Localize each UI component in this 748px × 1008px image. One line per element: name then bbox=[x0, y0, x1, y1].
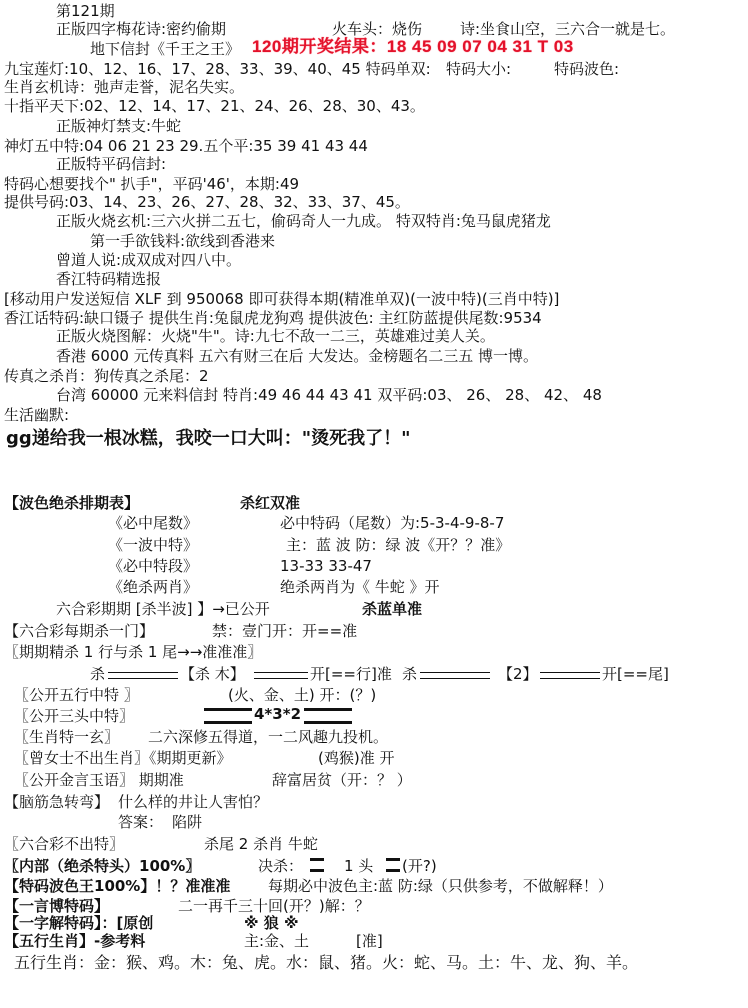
kill-decision: 决杀： bbox=[258, 857, 304, 875]
kill-red-title: 杀红双准 bbox=[240, 494, 301, 512]
train-head: 火车头：烧伤 bbox=[332, 20, 423, 38]
tail-value: 必中特码（尾数）为:5-3-4-9-8-7 bbox=[280, 514, 505, 532]
half-wave-label: 六合彩期期 [杀半波] 】→已公开 bbox=[56, 600, 270, 618]
five-zodiac-list: 五行生肖：金：猴、鸡。木：兔、虎。水：鼠、猪。火：蛇、马。土：牛、龙、狗、羊。 bbox=[14, 953, 639, 972]
zodiac-mystery-label: 〖生肖特一玄〗 bbox=[14, 728, 120, 746]
golden-words-label: 〖公开金言玉语〗 期期准 bbox=[14, 771, 184, 789]
pickpocket-hint: 特码心想要找个" 扒手"，平码'46'，本期:49 bbox=[4, 175, 300, 193]
wave-label: 《一波中特》 bbox=[108, 536, 199, 554]
fire-diagram: 正版火烧图解：火烧"牛"。诗:九七不敌一二三，英雄难过美人关。 bbox=[56, 327, 495, 345]
humor-joke: gg递给我一根冰糕，我咬一口大叫："烫死我了！" bbox=[6, 428, 411, 449]
kill-door-label: 【六合彩每期杀一门】 bbox=[4, 622, 155, 640]
lamp-forbidden: 正版神灯禁支:牛蛇 bbox=[56, 117, 182, 135]
no-special-label: 〖六合彩不出特〗 bbox=[4, 835, 125, 853]
draw-result-banner: 120期开奖结果：18 45 09 07 04 31 T 03 bbox=[252, 37, 574, 56]
one-word-bet-label: 【一言博特码】 bbox=[4, 897, 110, 915]
wave-value: 主：蓝 波 防：绿 波《开？？准》 bbox=[286, 536, 511, 554]
wave-king-label: 【特码波色王100%】！？准准准 bbox=[4, 877, 231, 895]
plum-poem: 正版四字梅花诗:密约偷期 bbox=[56, 20, 227, 38]
riddle-question: 什么样的井让人害怕？ bbox=[118, 793, 269, 811]
double-rule bbox=[420, 672, 490, 679]
zeng-says: 曾道人说:成双成对四八中。 bbox=[56, 251, 242, 269]
hongkong-fax: 香港 6000 元传真料 五六有财三在后 大发达。金榜题名二三五 博一博。 bbox=[56, 347, 539, 365]
open-element: 开[==行]准 bbox=[310, 665, 392, 683]
xiangjiang-phrase: 香江话特码:缺口镊子 提供生肖:兔鼠虎龙狗鸡 提供波色: 主红防蓝提供尾数:9534 bbox=[4, 309, 542, 327]
kill-two: 【2】 bbox=[498, 665, 538, 683]
internal-kill-label: 〖内部（绝杀特头）100%〗 bbox=[4, 857, 201, 875]
three-head-label: 〖公开三头中特〗 bbox=[14, 707, 135, 725]
kill-two-label: 《绝杀两肖》 bbox=[108, 578, 199, 596]
kill-door-value: 禁：壹门开：开==准 bbox=[212, 622, 358, 640]
envelope-title: 正版特平码信封: bbox=[56, 155, 167, 173]
poem-line: 诗:坐食山空，三六合一就是七。 bbox=[460, 20, 676, 38]
fire-mystery: 正版火烧玄机:三六火拼二五七，偷码奇人一九成。 特双特肖:兔马鼠虎猪龙 bbox=[56, 212, 551, 230]
kill-prefix-2: 杀 bbox=[402, 665, 418, 683]
kill-two-value: 绝杀两肖为《 牛蛇 》开 bbox=[280, 578, 440, 596]
fax-kill: 传真之杀肖：狗传真之杀尾：2 bbox=[4, 367, 209, 385]
bold-rule bbox=[386, 858, 400, 872]
humor-label: 生活幽默: bbox=[4, 406, 70, 424]
xiangjiang-title: 香江特码精选报 bbox=[56, 270, 162, 288]
five-zodiac-accurate: [准] bbox=[356, 932, 383, 950]
five-zodiac-main: 主:金、土 bbox=[244, 932, 310, 950]
double-rule bbox=[254, 672, 308, 679]
special-color-label: 特码波色: bbox=[554, 60, 620, 78]
three-head-value: 4*3*2 bbox=[254, 705, 301, 723]
issue-number: 第121期 bbox=[56, 2, 115, 20]
provided-numbers: 提供号码:03、14、23、26、27、28、32、33、37、45。 bbox=[4, 193, 410, 211]
bold-rule bbox=[304, 708, 352, 724]
lotus-lamp-numbers: 九宝莲灯:10、12、16、17、28、33、39、40、45 特码单双: bbox=[4, 60, 431, 78]
first-hand-material: 第一手欲钱料:欲线到香港来 bbox=[90, 232, 276, 250]
kill-head-value: 1 头 bbox=[344, 857, 374, 875]
segment-value: 13-33 33-47 bbox=[280, 557, 372, 575]
kill-element-tail: 〖期期精杀 1 行与杀 1 尾→→准准准〗 bbox=[4, 643, 263, 661]
five-element-label: 〖公开五行中特 〗 bbox=[14, 686, 139, 704]
double-rule bbox=[108, 672, 178, 679]
underground-envelope: 地下信封《千王之王》 bbox=[90, 40, 241, 58]
no-special-value: 杀尾 2 杀肖 牛蛇 bbox=[204, 835, 318, 853]
lamp-five-numbers: 神灯五中特:04 06 21 23 29.五个平:35 39 41 43 44 bbox=[4, 137, 368, 155]
sms-notice: [移动用户发送短信 XLF 到 950068 即可获得本期(精准单双)(一波中特)(三肖中特)] bbox=[4, 290, 560, 308]
wave-king-value: 每期必中波色主:蓝 防:绿（只供参考，不做解释！） bbox=[268, 877, 613, 895]
special-size-label: 特码大小: bbox=[446, 60, 512, 78]
one-char-value: ※ 狼 ※ bbox=[244, 914, 299, 932]
one-word-bet-value: 二一再千三十回(开？)解：？ bbox=[178, 897, 370, 915]
kill-prefix: 杀 bbox=[90, 665, 106, 683]
bold-rule bbox=[204, 708, 252, 724]
open-tail: 开[==尾] bbox=[602, 665, 669, 683]
answer-value: 陷阱 bbox=[172, 813, 203, 831]
golden-words-value: 辞富居贫（开：？ ） bbox=[272, 771, 412, 789]
color-table-title: 【波色绝杀排期表】 bbox=[4, 494, 140, 512]
answer-label: 答案： bbox=[118, 813, 164, 831]
segment-label: 《必中特段》 bbox=[108, 557, 199, 575]
bold-rule bbox=[310, 858, 324, 872]
kill-wood: 【杀 木】 bbox=[180, 665, 245, 683]
kill-blue-title: 杀蓝单准 bbox=[362, 600, 423, 618]
ms-zeng-value: (鸡猴)准 开 bbox=[318, 749, 395, 767]
kill-head-open: (开?) bbox=[402, 857, 437, 875]
ten-fingers-numbers: 十指平天下:02、12、14、17、21、24、26、28、30、43。 bbox=[4, 97, 425, 115]
riddle-label: 【脑筋急转弯】 bbox=[4, 793, 110, 811]
tail-label: 《必中尾数》 bbox=[108, 514, 199, 532]
one-char-label: 【一字解特码】：[原创 bbox=[4, 914, 154, 932]
five-element-value: (火、金、土) 开：(？) bbox=[228, 686, 377, 704]
ms-zeng-label: 〖曾女士不出生肖〗《期期更新》 bbox=[14, 749, 232, 767]
zodiac-mystery-value: 二六深修五得道，一二风趣九投机。 bbox=[148, 728, 389, 746]
double-rule bbox=[540, 672, 600, 679]
zodiac-poem: 生肖玄机诗：弛声走誉，泥名失实。 bbox=[4, 78, 245, 96]
taiwan-envelope: 台湾 60000 元来料信封 特肖:49 46 44 43 41 双平码:03、 26、 28、 42、 48 bbox=[56, 386, 602, 404]
five-zodiac-label: 【五行生肖】-参考料 bbox=[4, 932, 146, 950]
